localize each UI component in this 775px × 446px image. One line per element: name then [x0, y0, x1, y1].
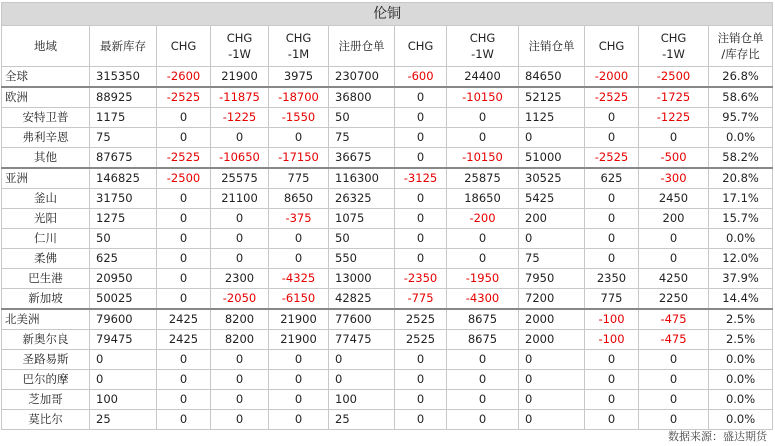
- warehouse-row: [2, 148, 773, 169]
- warehouse-row: [2, 350, 773, 370]
- table-cell: 0: [639, 410, 709, 430]
- table-cell: 0: [395, 128, 447, 148]
- table-cell: 0: [639, 249, 709, 269]
- table-cell: 0: [447, 370, 519, 390]
- table-cell: 0: [395, 370, 447, 390]
- table-cell: 100: [90, 390, 157, 410]
- table-cell: 12.0%: [709, 249, 773, 269]
- table-cell: 25575: [211, 168, 269, 189]
- table-cell: 146825: [90, 168, 157, 189]
- table-cell: 0: [447, 229, 519, 249]
- table-cell: 50: [329, 108, 395, 128]
- table-cell: 0: [519, 370, 585, 390]
- table-cell: 0.0%: [709, 350, 773, 370]
- table-cell: 0: [90, 370, 157, 390]
- table-cell: -2350: [395, 269, 447, 289]
- table-cell: 0: [447, 390, 519, 410]
- column-header: CHG: [157, 26, 211, 67]
- table-cell: 0: [585, 249, 639, 269]
- table-cell: 20.8%: [709, 168, 773, 189]
- table-cell: 15.7%: [709, 209, 773, 229]
- table-cell: -475: [639, 309, 709, 330]
- table-cell: 0: [395, 148, 447, 169]
- table-cell: 0: [395, 209, 447, 229]
- table-cell: 0: [157, 209, 211, 229]
- table-cell: 3975: [269, 67, 329, 88]
- table-cell: 0: [157, 370, 211, 390]
- table-cell: 18650: [447, 189, 519, 209]
- table-cell: -1225: [211, 108, 269, 128]
- table-cell: -1550: [269, 108, 329, 128]
- table-cell: 0.0%: [709, 390, 773, 410]
- table-cell: -17150: [269, 148, 329, 169]
- table-cell: 0: [519, 350, 585, 370]
- table-cell: 315350: [90, 67, 157, 88]
- column-header: CHG -1M: [269, 26, 329, 67]
- table-cell: 0: [157, 390, 211, 410]
- table-cell: 0.0%: [709, 229, 773, 249]
- table-cell: 0: [519, 128, 585, 148]
- table-cell: -2525: [585, 87, 639, 108]
- table-cell: 8200: [211, 330, 269, 350]
- table-cell: -2500: [157, 168, 211, 189]
- table-cell: 0: [639, 370, 709, 390]
- table-cell: 0: [211, 350, 269, 370]
- table-cell: -10150: [447, 87, 519, 108]
- table-cell: 8650: [269, 189, 329, 209]
- table-cell: 0.0%: [709, 370, 773, 390]
- table-cell: 0: [157, 229, 211, 249]
- table-cell: -4300: [447, 289, 519, 310]
- table-cell: 84650: [519, 67, 585, 88]
- table-cell: 0: [585, 229, 639, 249]
- table-cell: -300: [639, 168, 709, 189]
- column-header: CHG: [585, 26, 639, 67]
- region-name: 欧洲: [2, 87, 90, 108]
- table-cell: 31750: [90, 189, 157, 209]
- table-cell: 0: [395, 410, 447, 430]
- table-cell: 0: [211, 390, 269, 410]
- table-cell: 0: [395, 108, 447, 128]
- table-cell: 0: [447, 350, 519, 370]
- table-cell: 0: [211, 410, 269, 430]
- table-cell: -18700: [269, 87, 329, 108]
- table-cell: 87675: [90, 148, 157, 169]
- table-cell: 0: [211, 370, 269, 390]
- warehouse-row: [2, 209, 773, 229]
- table-cell: -100: [585, 330, 639, 350]
- table-cell: 0: [519, 410, 585, 430]
- table-cell: 2000: [519, 309, 585, 330]
- column-header: 注册仓单: [329, 26, 395, 67]
- table-cell: 0: [585, 350, 639, 370]
- table-cell: 100: [329, 390, 395, 410]
- table-cell: 21900: [211, 67, 269, 88]
- table-cell: 77600: [329, 309, 395, 330]
- region-row: [2, 67, 773, 88]
- table-cell: 200: [519, 209, 585, 229]
- table-cell: 5425: [519, 189, 585, 209]
- table-cell: 0: [639, 350, 709, 370]
- table-cell: -1950: [447, 269, 519, 289]
- table-cell: 0: [269, 128, 329, 148]
- table-cell: 75: [329, 128, 395, 148]
- table-cell: 0: [157, 189, 211, 209]
- table-cell: 0: [585, 189, 639, 209]
- column-header: 注销仓单: [519, 26, 585, 67]
- table-cell: 0: [395, 229, 447, 249]
- table-cell: 58.2%: [709, 148, 773, 169]
- table-cell: 230700: [329, 67, 395, 88]
- table-cell: 20950: [90, 269, 157, 289]
- table-cell: -10650: [211, 148, 269, 169]
- table-cell: 8200: [211, 309, 269, 330]
- warehouse-name: 仁川: [2, 229, 90, 249]
- table-cell: 50025: [90, 289, 157, 310]
- region-row: [2, 309, 773, 330]
- table-cell: 75: [519, 249, 585, 269]
- table-cell: 77475: [329, 330, 395, 350]
- table-cell: 0: [447, 128, 519, 148]
- table-cell: 0: [395, 350, 447, 370]
- table-cell: 0: [157, 269, 211, 289]
- table-cell: 0: [447, 410, 519, 430]
- table-cell: 0.0%: [709, 128, 773, 148]
- table-cell: 0: [157, 289, 211, 310]
- warehouse-row: [2, 390, 773, 410]
- table-cell: 0: [585, 128, 639, 148]
- table-cell: 0: [395, 390, 447, 410]
- table-cell: -2525: [157, 87, 211, 108]
- table-cell: 0: [269, 350, 329, 370]
- table-cell: 0: [269, 390, 329, 410]
- table-body: [2, 67, 773, 430]
- table-cell: 95.7%: [709, 108, 773, 128]
- table-cell: 14.4%: [709, 289, 773, 310]
- warehouse-name: 釜山: [2, 189, 90, 209]
- warehouse-row: [2, 249, 773, 269]
- table-cell: 1175: [90, 108, 157, 128]
- table-cell: 13000: [329, 269, 395, 289]
- table-cell: -100: [585, 309, 639, 330]
- table-cell: 36675: [329, 148, 395, 169]
- table-cell: -10150: [447, 148, 519, 169]
- warehouse-row: [2, 289, 773, 310]
- table-cell: 2300: [211, 269, 269, 289]
- table-cell: 25875: [447, 168, 519, 189]
- table-cell: -1725: [639, 87, 709, 108]
- table-cell: 0: [157, 410, 211, 430]
- table-cell: 50: [90, 229, 157, 249]
- warehouse-name: 安特卫普: [2, 108, 90, 128]
- table-cell: 625: [90, 249, 157, 269]
- inventory-table: [1, 2, 773, 430]
- table-cell: 0: [395, 87, 447, 108]
- region-name: 北美洲: [2, 309, 90, 330]
- table-cell: 2450: [639, 189, 709, 209]
- warehouse-name: 莫比尔: [2, 410, 90, 430]
- table-cell: 21900: [269, 330, 329, 350]
- table-cell: 2000: [519, 330, 585, 350]
- table-cell: 30525: [519, 168, 585, 189]
- table-cell: 8675: [447, 330, 519, 350]
- region-name: 亚洲: [2, 168, 90, 189]
- table-cell: -4325: [269, 269, 329, 289]
- table-cell: -500: [639, 148, 709, 169]
- table-cell: 0: [395, 249, 447, 269]
- table-cell: -475: [639, 330, 709, 350]
- table-cell: 0.0%: [709, 410, 773, 430]
- table-cell: 25: [329, 410, 395, 430]
- table-cell: 0: [157, 350, 211, 370]
- table-cell: 0: [157, 249, 211, 269]
- table-cell: 2425: [157, 330, 211, 350]
- warehouse-name: 圣路易斯: [2, 350, 90, 370]
- table-cell: 0: [447, 249, 519, 269]
- table-cell: 2350: [585, 269, 639, 289]
- table-cell: -11875: [211, 87, 269, 108]
- table-cell: 0: [585, 390, 639, 410]
- table-cell: 775: [585, 289, 639, 310]
- table-cell: 0: [157, 108, 211, 128]
- column-header: CHG -1W: [447, 26, 519, 67]
- table-cell: 775: [269, 168, 329, 189]
- table-cell: 0: [585, 370, 639, 390]
- table-cell: 0: [90, 350, 157, 370]
- table-cell: 0: [211, 229, 269, 249]
- table-cell: 0: [269, 229, 329, 249]
- warehouse-row: [2, 410, 773, 430]
- column-header: 最新库存: [90, 26, 157, 67]
- table-cell: 200: [639, 209, 709, 229]
- region-row: [2, 87, 773, 108]
- warehouse-name: 新奥尔良: [2, 330, 90, 350]
- table-cell: 4250: [639, 269, 709, 289]
- table-cell: 0: [519, 390, 585, 410]
- table-cell: -375: [269, 209, 329, 229]
- header-row: [2, 26, 773, 67]
- table-cell: 0: [329, 370, 395, 390]
- warehouse-row: [2, 128, 773, 148]
- table-cell: -3125: [395, 168, 447, 189]
- table-cell: -2000: [585, 67, 639, 88]
- warehouse-name: 光阳: [2, 209, 90, 229]
- warehouse-name: 弗利辛恩: [2, 128, 90, 148]
- warehouse-row: [2, 229, 773, 249]
- table-cell: 26325: [329, 189, 395, 209]
- table-cell: 0: [447, 108, 519, 128]
- region-row: [2, 168, 773, 189]
- table-cell: 52125: [519, 87, 585, 108]
- table-cell: 0: [585, 410, 639, 430]
- warehouse-name: 巴生港: [2, 269, 90, 289]
- table-cell: 2525: [395, 330, 447, 350]
- table-cell: 36800: [329, 87, 395, 108]
- column-header: 地域: [2, 26, 90, 67]
- warehouse-name: 柔佛: [2, 249, 90, 269]
- warehouse-name: 芝加哥: [2, 390, 90, 410]
- table-cell: 0: [211, 209, 269, 229]
- table-cell: 21900: [269, 309, 329, 330]
- table-cell: 0: [519, 229, 585, 249]
- warehouse-name: 其他: [2, 148, 90, 169]
- table-cell: 0: [157, 128, 211, 148]
- column-header: CHG -1W: [639, 26, 709, 67]
- table-cell: -2525: [585, 148, 639, 169]
- table-cell: 0: [329, 350, 395, 370]
- table-cell: 1275: [90, 209, 157, 229]
- table-cell: 42825: [329, 289, 395, 310]
- table-cell: 2.5%: [709, 309, 773, 330]
- table-cell: 2425: [157, 309, 211, 330]
- column-header: CHG: [395, 26, 447, 67]
- data-source-note: 数据来源：盛达期货: [668, 430, 767, 443]
- table-cell: 0: [639, 390, 709, 410]
- table-cell: 37.9%: [709, 269, 773, 289]
- table-title: 伦铜: [2, 3, 773, 26]
- table-cell: 75: [90, 128, 157, 148]
- table-cell: 0: [211, 249, 269, 269]
- warehouse-row: [2, 108, 773, 128]
- table-cell: 0: [269, 249, 329, 269]
- table-cell: 17.1%: [709, 189, 773, 209]
- table-cell: 116300: [329, 168, 395, 189]
- table-cell: 21100: [211, 189, 269, 209]
- table-cell: 2525: [395, 309, 447, 330]
- table-cell: -6150: [269, 289, 329, 310]
- column-header: 注销仓单 /库存比: [709, 26, 773, 67]
- table-cell: -600: [395, 67, 447, 88]
- table-cell: 79475: [90, 330, 157, 350]
- table-cell: 625: [585, 168, 639, 189]
- warehouse-name: 巴尔的摩: [2, 370, 90, 390]
- table-cell: -775: [395, 289, 447, 310]
- table-cell: -2600: [157, 67, 211, 88]
- column-header: CHG -1W: [211, 26, 269, 67]
- table-cell: 0: [269, 370, 329, 390]
- table-cell: 7200: [519, 289, 585, 310]
- table-cell: 58.6%: [709, 87, 773, 108]
- region-name: 全球: [2, 67, 90, 88]
- table-cell: 1075: [329, 209, 395, 229]
- table-cell: 0: [211, 128, 269, 148]
- table-cell: 0: [585, 209, 639, 229]
- table-cell: 0: [269, 410, 329, 430]
- table-cell: 8675: [447, 309, 519, 330]
- table-cell: 2250: [639, 289, 709, 310]
- warehouse-row: [2, 330, 773, 350]
- table-cell: 50: [329, 229, 395, 249]
- table-cell: -2525: [157, 148, 211, 169]
- table-cell: 25: [90, 410, 157, 430]
- table-cell: 550: [329, 249, 395, 269]
- table-cell: -2500: [639, 67, 709, 88]
- warehouse-row: [2, 189, 773, 209]
- warehouse-row: [2, 370, 773, 390]
- warehouse-name: 新加坡: [2, 289, 90, 310]
- table-cell: 88925: [90, 87, 157, 108]
- table-cell: -2050: [211, 289, 269, 310]
- table-cell: 0: [585, 108, 639, 128]
- table-cell: 26.8%: [709, 67, 773, 88]
- table-cell: 51000: [519, 148, 585, 169]
- warehouse-row: [2, 269, 773, 289]
- table-cell: 24400: [447, 67, 519, 88]
- table-cell: 79600: [90, 309, 157, 330]
- table-cell: 1125: [519, 108, 585, 128]
- table-cell: 2.5%: [709, 330, 773, 350]
- table-cell: 0: [639, 128, 709, 148]
- table-cell: 7950: [519, 269, 585, 289]
- table-cell: -200: [447, 209, 519, 229]
- table-cell: 0: [395, 189, 447, 209]
- table-cell: 0: [639, 229, 709, 249]
- table-cell: -1225: [639, 108, 709, 128]
